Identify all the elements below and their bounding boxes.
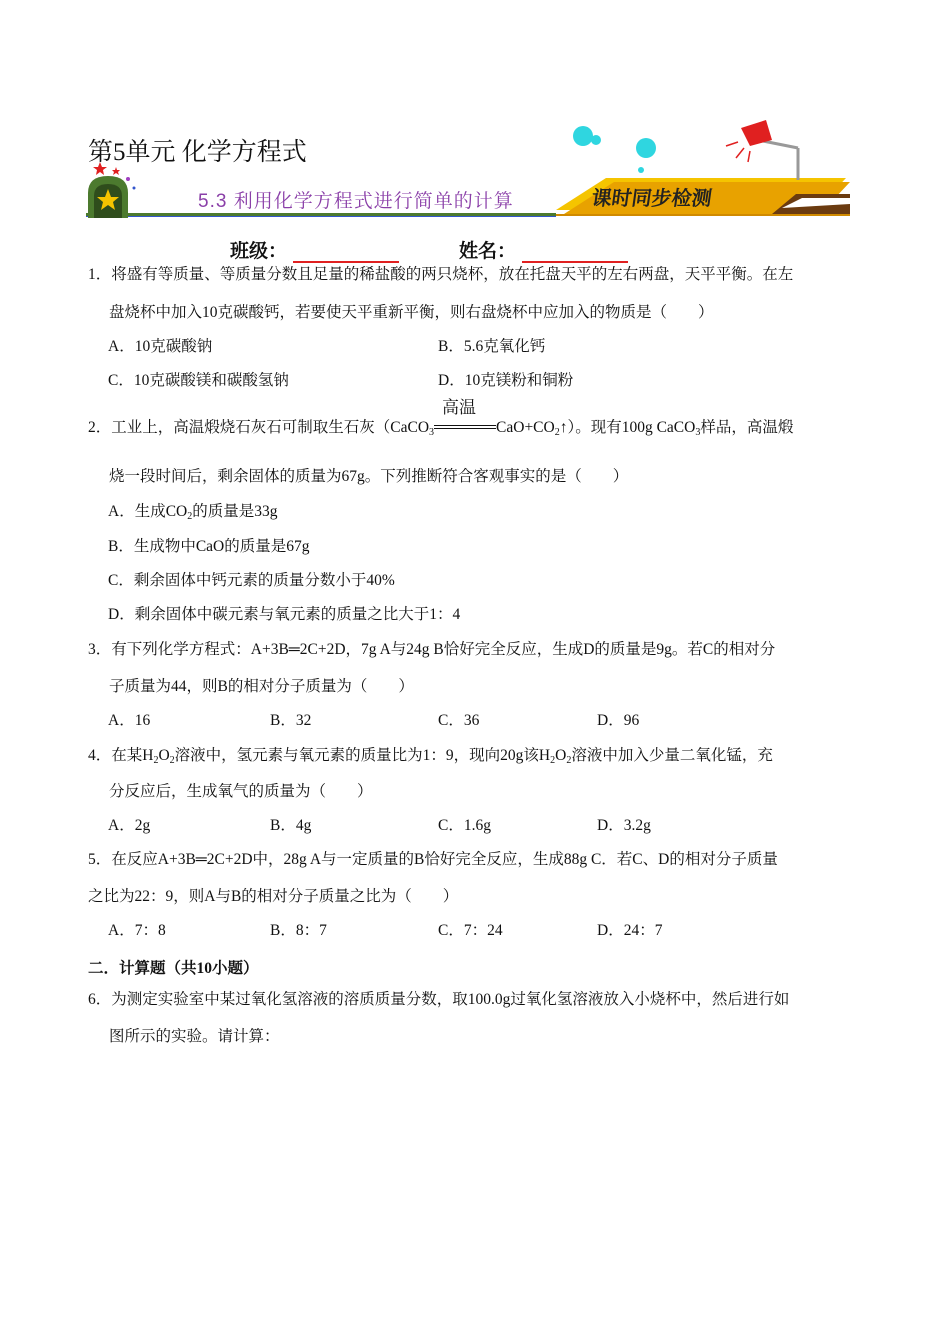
subscript: 2 xyxy=(187,511,193,522)
question-3 xyxy=(88,640,868,697)
option-3a[interactable]: A．16 xyxy=(108,712,151,729)
option-4a[interactable]: A．2g xyxy=(108,817,151,834)
subscript: 2 xyxy=(566,755,572,766)
name-blank[interactable] xyxy=(522,241,628,263)
bubble-icon xyxy=(573,126,593,146)
question-text: 在反应A+3B═2C+2D中，28g A与一定质量的B恰好完全反应，生成88g C．若C、D的相对分子质量 xyxy=(111,851,778,868)
option-1b[interactable]: B．5.6克氧化钙 xyxy=(438,338,546,355)
option-4b[interactable]: B．4g xyxy=(270,817,312,834)
question-number: 2． xyxy=(88,419,112,436)
option-5a[interactable]: A．7：8 xyxy=(108,922,166,939)
question-text: O xyxy=(555,747,567,764)
question-text: O xyxy=(158,747,170,764)
subscript: 2 xyxy=(550,755,556,766)
question-text: 溶液中，氢元素与氧元素的质量比为1：9，现向20g该H xyxy=(174,747,551,764)
question-6 xyxy=(88,990,868,1047)
subscript: 3 xyxy=(695,427,701,438)
reaction-arrow xyxy=(434,398,496,438)
question-5 xyxy=(88,850,868,907)
question-2 xyxy=(88,398,868,487)
question-text: 分反应后，生成氧气的质量为（ ） xyxy=(109,783,373,800)
question-1 xyxy=(88,265,868,323)
subscript: 2 xyxy=(169,755,175,766)
question-number: 6． xyxy=(88,991,112,1008)
question-number: 4． xyxy=(88,747,112,764)
reaction-condition: 高温 xyxy=(442,398,477,417)
option-3d[interactable]: D．96 xyxy=(597,712,640,729)
question-number: 5． xyxy=(88,851,112,868)
banner-underline xyxy=(86,213,556,216)
question-text: ↑）。现有100g CaCO xyxy=(559,419,696,436)
option-2d[interactable]: D．剩余固体中碳元素与氧元素的质量之比大于1：4 xyxy=(108,606,461,623)
class-label: 班级： xyxy=(230,241,288,262)
question-text: 样品，高温煅 xyxy=(700,419,794,436)
section-heading: 二．计算题（共10小题） xyxy=(88,960,259,977)
question-text: 工业上，高温煅烧石灰石可制取生石灰（CaCO xyxy=(111,419,430,436)
question-text: 子质量为44，则B的相对分子质量为（ ） xyxy=(109,678,414,695)
option-5d[interactable]: D．24：7 xyxy=(597,922,663,939)
lesson-title: 5.3 利用化学方程式进行简单的计算 xyxy=(198,191,514,212)
option-4d[interactable]: D．3.2g xyxy=(597,817,651,834)
subscript: 2 xyxy=(153,755,159,766)
question-4 xyxy=(88,746,868,802)
option-1a[interactable]: A．10克碳酸钠 xyxy=(108,338,213,355)
lamp-icon xyxy=(726,120,798,180)
question-text: 在某H xyxy=(111,747,154,764)
option-1d[interactable]: D．10克镁粉和铜粉 xyxy=(438,372,574,389)
option-4c[interactable]: C．1.6g xyxy=(438,817,491,834)
option-text: A．生成CO xyxy=(108,503,188,520)
option-3c[interactable]: C．36 xyxy=(438,712,480,729)
question-text: 图所示的实验。请计算： xyxy=(109,1028,280,1045)
subscript: 3 xyxy=(429,427,435,438)
sync-label: 课时同步检测 xyxy=(590,188,714,210)
question-number: 1． xyxy=(88,266,112,283)
option-5c[interactable]: C．7：24 xyxy=(438,922,503,939)
option-5b[interactable]: B．8：7 xyxy=(270,922,327,939)
question-text: 为测定实验室中某过氧化氢溶液的溶质质量分数，取100.0g过氧化氢溶液放入小烧杯中，然后进行如 xyxy=(111,991,790,1008)
option-2c[interactable]: C．剩余固体中钙元素的质量分数小于40% xyxy=(108,572,395,589)
option-text: 的质量是33g xyxy=(192,503,278,520)
option-2a[interactable] xyxy=(108,502,278,522)
option-2b[interactable]: B．生成物中CaO的质量是67g xyxy=(108,538,310,555)
question-number: 3． xyxy=(88,641,112,658)
question-text: 烧一段时间后，剩余固体的质量为67g。下列推断符合客观事实的是（ ） xyxy=(109,468,629,485)
question-text: 盘烧杯中加入10克碳酸钙，若要使天平重新平衡，则右盘烧杯中应加入的物质是（ ） xyxy=(109,304,714,321)
class-blank[interactable] xyxy=(293,241,399,263)
name-label: 姓名： xyxy=(459,241,517,262)
option-3b[interactable]: B．32 xyxy=(270,712,312,729)
question-text: 溶液中加入少量二氧化锰，充 xyxy=(571,747,773,764)
unit-title: 第5单元 化学方程式 xyxy=(88,139,307,166)
question-text: 将盛有等质量、等质量分数且足量的稀盐酸的两只烧杯，放在托盘天平的左右两盘，天平平衡。在左 xyxy=(111,266,794,283)
question-text: CaO+CO xyxy=(496,419,555,436)
subscript: 2 xyxy=(554,427,560,438)
question-text: 之比为22：9，则A与B的相对分子质量之比为（ ） xyxy=(88,888,459,905)
option-1c[interactable]: C．10克碳酸镁和碳酸氢钠 xyxy=(108,372,289,389)
class-field[interactable] xyxy=(230,236,399,263)
question-text: 有下列化学方程式：A+3B═2C+2D，7g A与24g B恰好完全反应，生成D的质量是9g。若C的相对分 xyxy=(111,641,776,658)
name-field[interactable] xyxy=(459,236,628,263)
